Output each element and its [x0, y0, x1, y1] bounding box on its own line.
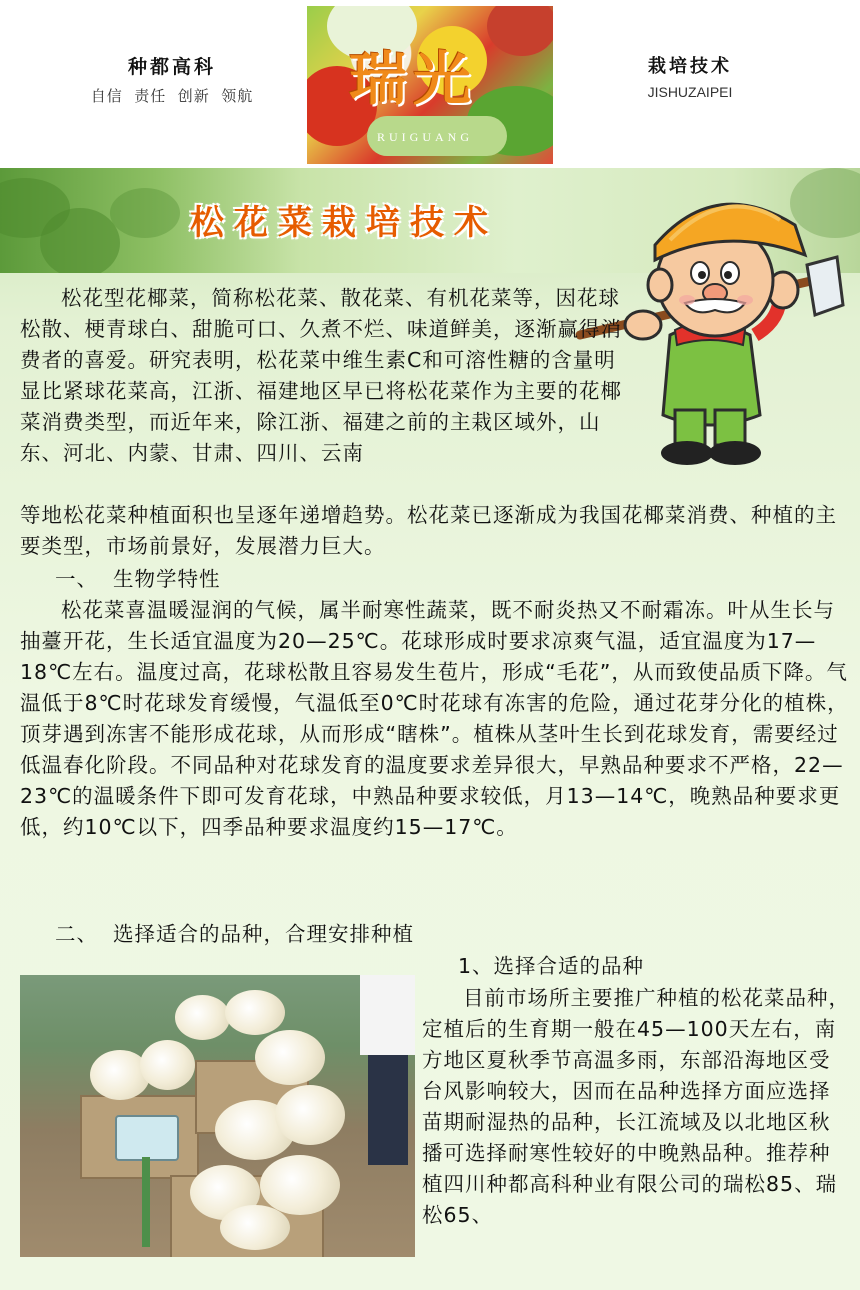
category-name: 栽培技术 — [648, 56, 732, 77]
section-two-heading: 二、 选择适合的品种，合理安排种植 — [55, 922, 415, 946]
logo-text: 瑞光 — [349, 45, 478, 113]
page-title: 松花菜栽培技术 — [190, 203, 498, 243]
brand-left — [82, 52, 262, 106]
intro-paragraph-continued: 等地松花菜种植面积也呈逐年递增趋势。松花菜已逐渐成为我国花椰菜消费、种植的主要类型，市场前景好，发展潜力巨大。 — [20, 503, 837, 558]
section-one-body: 松花菜喜温暖湿润的气候，属半耐寒性蔬菜，既不耐炎热又不耐霜冻。叶从生长与抽薹开花，生长适宜温度为20—25℃。花球形成时要求凉爽气温，适宜温度为17—18℃左右。温度过高，花球松散且容易发生苞片，形成“毛花”，从而致使品质下降。气温低于8℃时花球发育缓慢，气温低至0℃时花球有冻害的危险，通过花芽分化的植株，顶芽遇到冻害不能形成花球，从而形成“瞎株”。植株从茎叶生长到花球发育，需要经过低温春化阶段。不同品种对花球发育的温度要求差异很大，早熟品种要求不严格，22—23℃的温暖条件下即可发育花球，中熟品种要求较低，月13—14℃，晚熟品种要求更低，约10℃以下，四季品种要求温度约15—17℃。 — [20, 598, 849, 839]
logo-pinyin: RUIGUANG — [377, 130, 473, 144]
header — [0, 0, 860, 168]
company-name: 种都高科 — [127, 56, 216, 78]
company-slogan: 自信 责任 创新 领航 — [90, 87, 254, 105]
intro-paragraph: 松花型花椰菜，简称松花菜、散花菜、有机花菜等，因花球松散、梗青球白、甜脆可口、久煮不烂、味道鲜美，逐渐赢得消费者的喜爱。研究表明，松花菜中维生素C和可溶性糖的含量明显比紧球花菜高，江浙、福建地区早已将松花菜作为主要的花椰菜消费类型，而近年来，除江浙、福建之前的主栽区域外，山东、河北、内蒙、甘肃、四川、云南 — [20, 286, 622, 465]
cauliflower-harvest-photo — [20, 975, 415, 1257]
section-two-subheading: 1、选择合适的品种 — [458, 954, 645, 978]
section-two-body: 目前市场所主要推广种植的松花菜品种，定植后的生育期一般在45—100天左右，南方地区夏秋季节高温多雨，东部沿海地区受台风影响较大，因而在品种选择方面应选择苗期耐湿热的品种，长江流域及以北地区秋播可选择耐寒性较好的中晚熟品种。推荐种植四川种都高科种业有限公司的瑞松85、瑞松65、 — [422, 986, 850, 1227]
brand-logo — [307, 6, 553, 164]
category-pinyin: JISHUZAIPEI — [647, 84, 733, 100]
section-one-heading: 一、 生物学特性 — [55, 567, 221, 591]
brand-right — [610, 52, 770, 100]
